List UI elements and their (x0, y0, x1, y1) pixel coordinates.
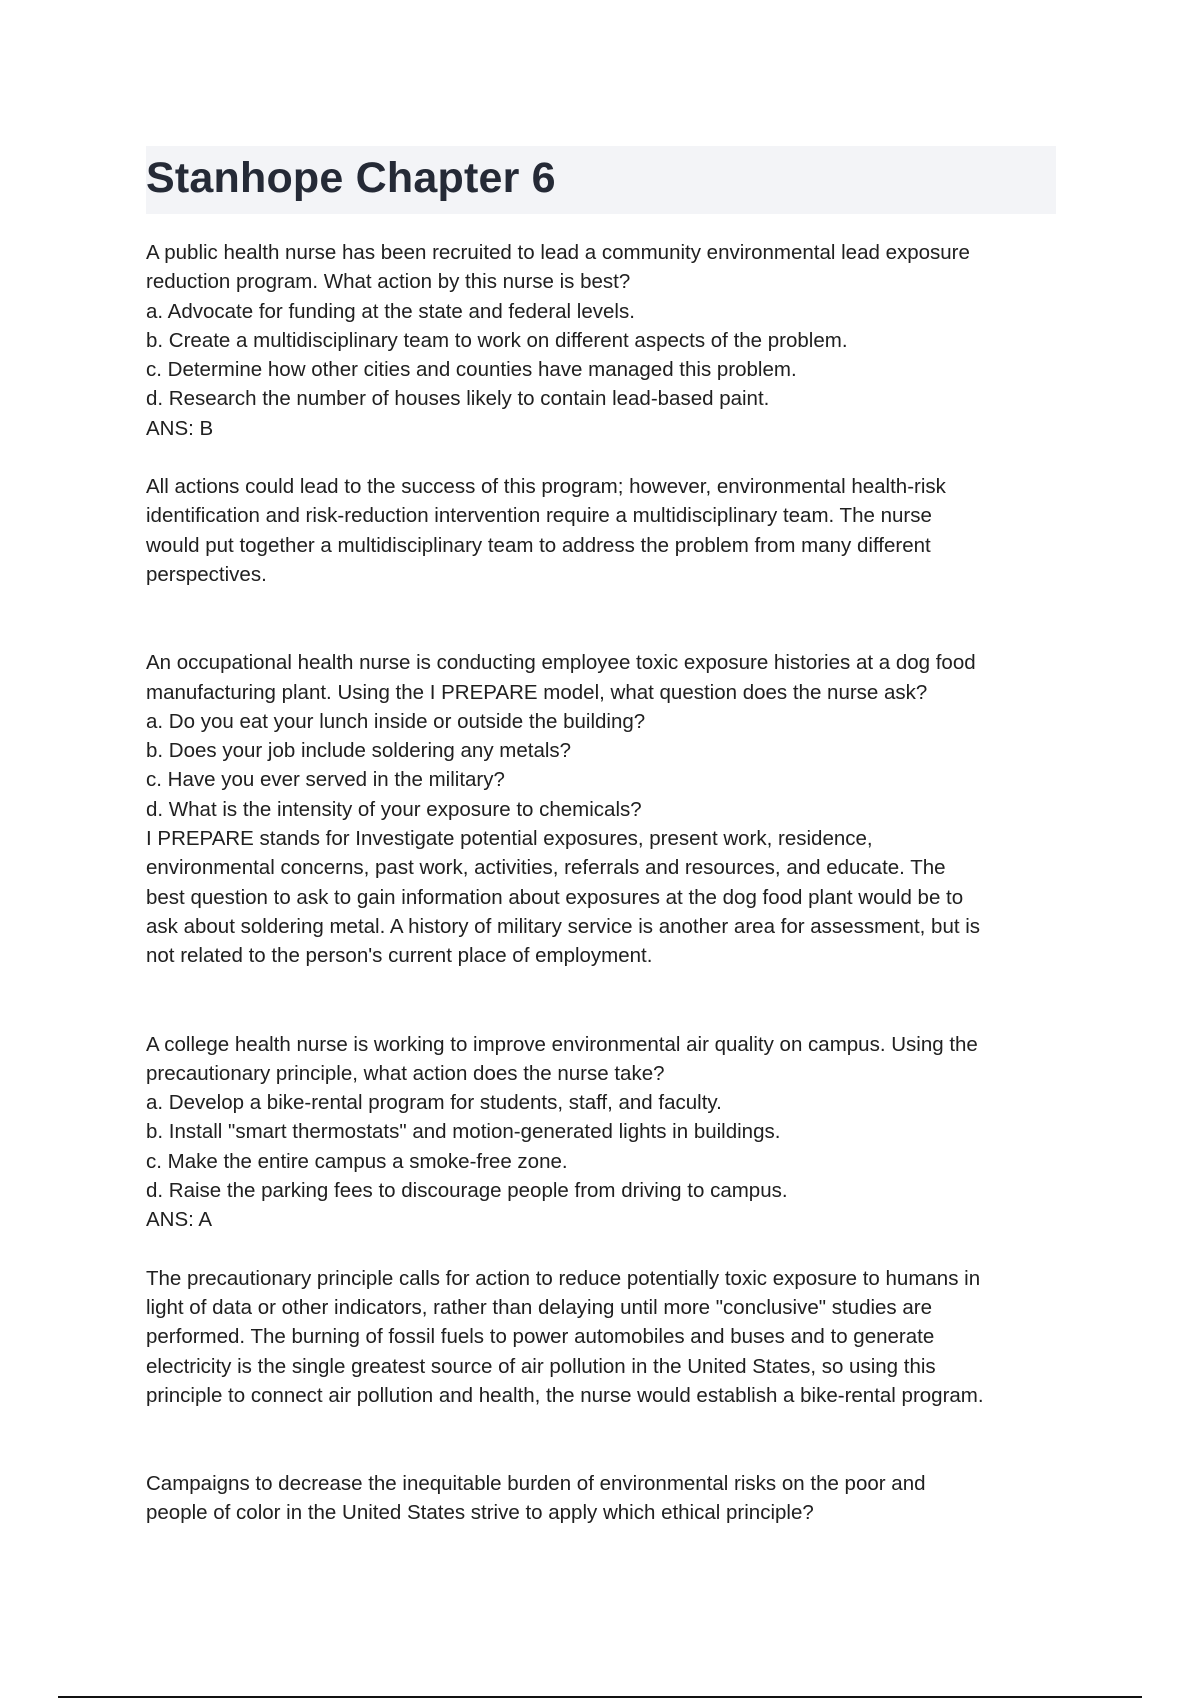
document-body (146, 238, 1062, 1528)
text-line: perspectives. (146, 562, 267, 586)
text-line: precautionary principle, what action does the nurse take? (146, 1061, 665, 1085)
text-line: All actions could lead to the success of this program; however, environmental health-risk (146, 475, 946, 499)
text-line: would put together a multidisciplinary team to address the problem from many different (146, 533, 931, 557)
question-2-options (146, 707, 1062, 824)
option-b: b. Does your job include soldering any metals? (146, 739, 572, 763)
text-line: ask about soldering metal. A history of military service is another area for assessment, but is (146, 914, 981, 938)
text-line: people of color in the United States strive to apply which ethical principle? (146, 1501, 814, 1525)
question-3-answer (146, 1205, 1062, 1234)
question-1-options (146, 297, 1062, 414)
text-line: identification and risk-reduction intervention require a multidisciplinary team. The nurse (146, 504, 932, 528)
option-d: d. Research the number of houses likely to contain lead-based paint. (146, 387, 770, 411)
option-a: a. Do you eat your lunch inside or outside the building? (146, 709, 646, 733)
answer-label: ANS: A (146, 1208, 213, 1232)
option-c: c. Have you ever served in the military? (146, 768, 505, 792)
answer-label: ANS: B (146, 416, 214, 440)
option-d: d. Raise the parking fees to discourage people from driving to campus. (146, 1179, 788, 1203)
text-line: A public health nurse has been recruited to lead a community environmental lead exposure (146, 241, 970, 264)
question-3-rationale (146, 1264, 1062, 1410)
text-line: performed. The burning of fossil fuels to power automobiles and buses and to generate (146, 1325, 935, 1349)
text-line: reduction program. What action by this nurse is best? (146, 270, 631, 294)
text-line: An occupational health nurse is conducting employee toxic exposure histories at a dog food (146, 651, 976, 675)
option-a: a. Develop a bike-rental program for students, staff, and faculty. (146, 1091, 722, 1115)
text-line: environmental concerns, past work, activities, referrals and resources, and educate. The (146, 856, 946, 880)
question-1-rationale (146, 472, 1062, 589)
option-b: b. Install "smart thermostats" and motion-generated lights in buildings. (146, 1120, 781, 1144)
question-4-stem (146, 1469, 1062, 1528)
title-banner (146, 146, 1056, 214)
question-2-rationale (146, 824, 1062, 970)
text-line: light of data or other indicators, rather than delaying until more "conclusive" studies are (146, 1295, 933, 1319)
option-b: b. Create a multidisciplinary team to work on different aspects of the problem. (146, 328, 848, 352)
option-a: a. Advocate for funding at the state and federal levels. (146, 299, 635, 323)
question-2-stem (146, 648, 1062, 707)
text-line: manufacturing plant. Using the I PREPARE model, what question does the nurse ask? (146, 680, 928, 704)
question-3-stem (146, 1030, 1062, 1089)
page-bottom-rule (58, 1696, 1142, 1698)
text-line: best question to ask to gain information about exposures at the dog food plant would be to (146, 885, 964, 909)
text-line: The precautionary principle calls for action to reduce potentially toxic exposure to humans in (146, 1266, 981, 1290)
text-line: A college health nurse is working to improve environmental air quality on campus. Using the (146, 1032, 978, 1056)
text-line: Campaigns to decrease the inequitable burden of environmental risks on the poor and (146, 1472, 926, 1496)
text-line: principle to connect air pollution and health, the nurse would establish a bike-rental program. (146, 1383, 984, 1407)
option-c: c. Determine how other cities and counties have managed this problem. (146, 358, 797, 382)
text-line: not related to the person's current place of employment. (146, 944, 653, 968)
question-1-stem (146, 238, 1062, 297)
page-title: Stanhope Chapter 6 (146, 154, 556, 202)
question-1-answer (146, 414, 1062, 443)
question-3-options (146, 1088, 1062, 1205)
option-d: d. What is the intensity of your exposure to chemicals? (146, 797, 642, 821)
text-line: I PREPARE stands for Investigate potential exposures, present work, residence, (146, 827, 873, 851)
option-c: c. Make the entire campus a smoke-free zone. (146, 1149, 568, 1173)
text-line: electricity is the single greatest source of air pollution in the United States, so using this (146, 1354, 936, 1378)
